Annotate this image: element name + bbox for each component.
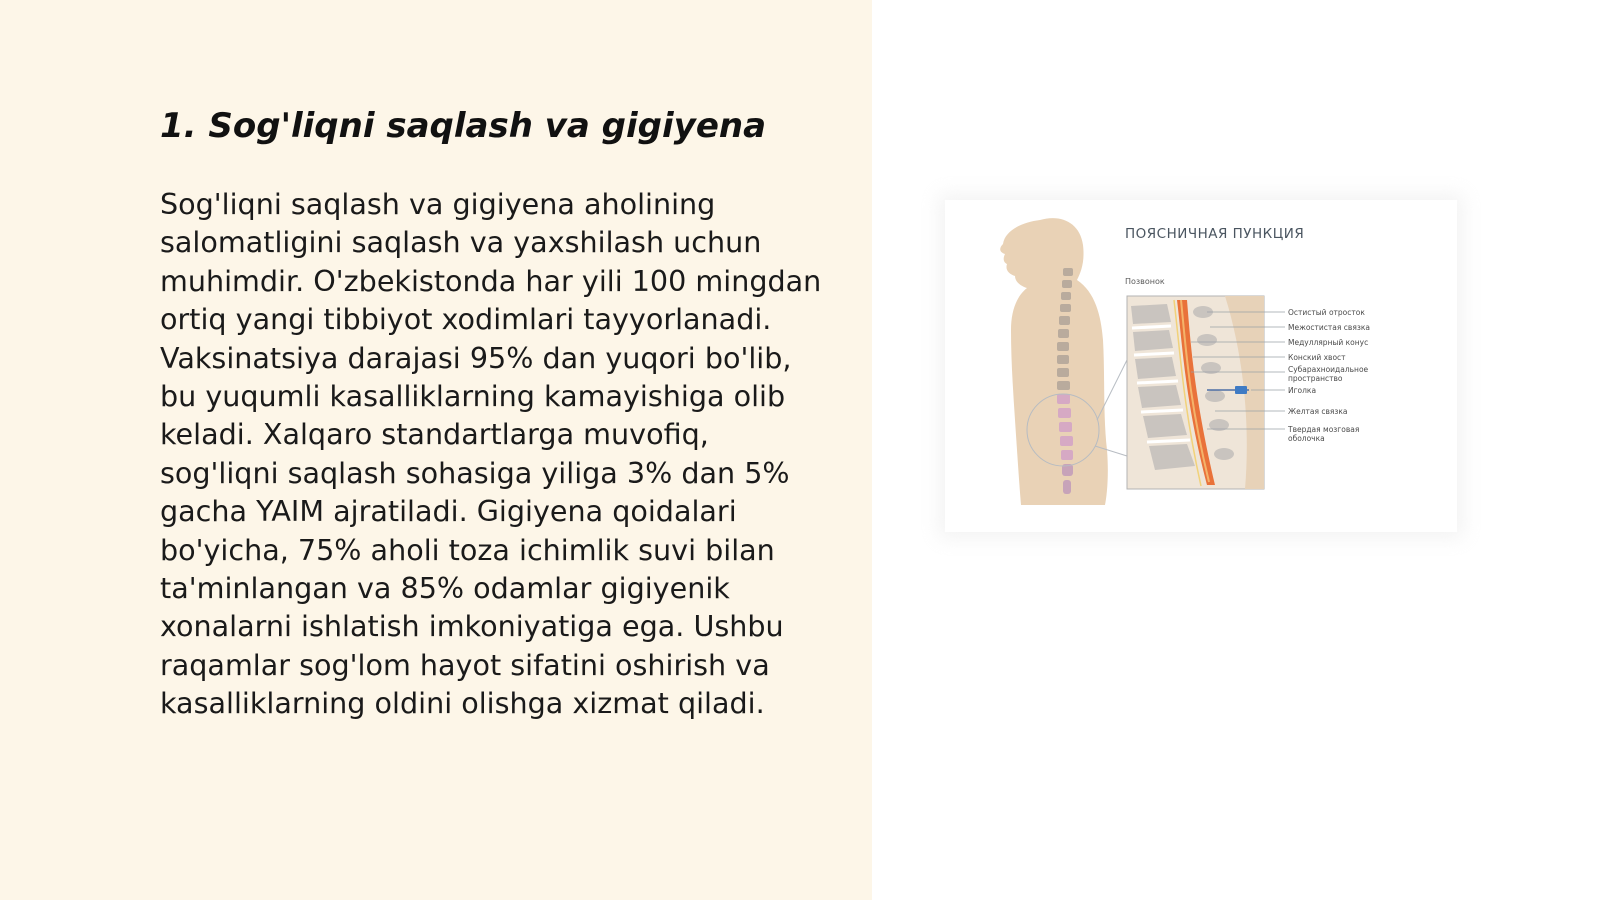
slide-title: 1. Sog'liqni saqlash va gigiyena bbox=[160, 106, 767, 146]
label-subarachnoid-2: пространство bbox=[1288, 374, 1343, 383]
label-cauda-equina: Конский хвост bbox=[1288, 353, 1346, 362]
slide-body-text: Sog'liqni saqlash va gigiyena aholining salomatligini saqlash va yaxshilash uchun muhimdir. O'zbekistonda har yili 100 mingdan ortiq yangi tibbiyot xodimlari tayyorlanadi. Vaksinatsiya darajasi 95% dan yuqori bo'lib, bu yuqumli kasalliklarning kamayishiga olib keladi. Xalqaro standartlarga muvofiq, sog'liqni saqlash sohasiga yiliga 3% dan 5% gacha YAIM ajratiladi. Gigiyena qoidalari bo'yicha, 75% aholi toza ichimlik suvi bilan ta'minlangan va 85% odamlar gigiyenik xonalarni ishlatish imkoniyatiga ega. Ushbu raqamlar sog'lom hayot sifatini oshirish va kasalliklarning oldini olishga xizmat qiladi. bbox=[160, 187, 822, 721]
label-medullary-cone: Медуллярный конус bbox=[1288, 338, 1369, 347]
label-dura-2: оболочка bbox=[1288, 434, 1325, 443]
human-silhouette bbox=[1000, 218, 1108, 505]
figure-inset-label: Позвонок bbox=[1125, 277, 1165, 286]
label-interspinous-ligament: Межостистая связка bbox=[1288, 323, 1370, 332]
lumbar-puncture-figure bbox=[945, 200, 1457, 532]
figure-labels bbox=[1287, 308, 1370, 443]
lumbar-puncture-illustration bbox=[945, 200, 1457, 532]
label-needle: Иголка bbox=[1288, 386, 1317, 395]
label-spinous-process: Остистый отросток bbox=[1288, 308, 1365, 317]
label-yellow-ligament: Желтая связка bbox=[1288, 407, 1348, 416]
label-dura-1: Твердая мозговая bbox=[1288, 425, 1360, 434]
figure-title: ПОЯСНИЧНАЯ ПУНКЦИЯ bbox=[1125, 226, 1305, 242]
label-subarachnoid-1: Субарахноидальное bbox=[1288, 365, 1369, 374]
